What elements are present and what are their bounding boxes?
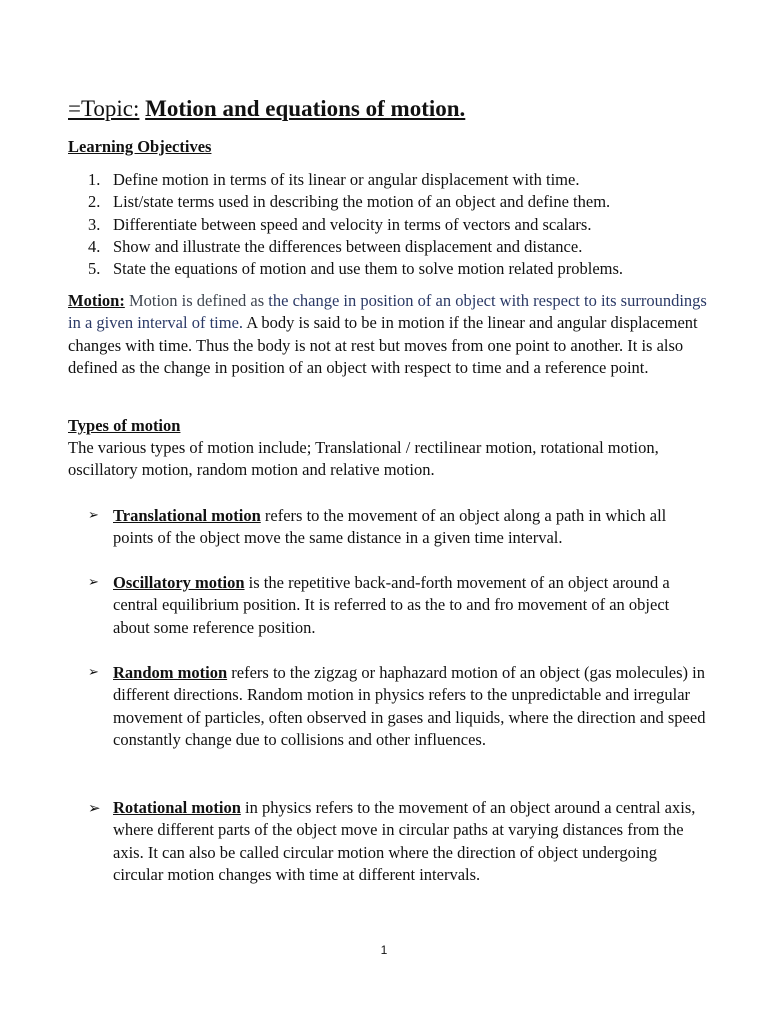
page-title <box>68 94 465 124</box>
arrow-bullet-icon: ➢ <box>88 508 99 523</box>
list-item-text: State the equations of motion and use them to solve motion related problems. <box>113 259 624 279</box>
list-item <box>68 236 623 258</box>
bullet-oscillatory-motion <box>88 572 708 639</box>
list-item <box>68 169 623 191</box>
bullet-text: refers to the movement of an object along a path in which all points of the object move the same distance in a given time interval. <box>113 506 667 548</box>
motion-definition-intro: Motion is defined as <box>128 291 265 310</box>
list-item-text: List/state terms used in describing the motion of an object and define them. <box>113 192 611 212</box>
list-item-number: 5. <box>88 259 101 279</box>
bullet-term: Rotational motion <box>113 798 241 817</box>
learning-objectives-list <box>68 169 623 280</box>
arrow-bullet-icon: ➢ <box>88 799 101 817</box>
motion-definition-rest: A body is said to be in motion if the linear and angular displacement changes with time. Thus the body is not at rest but moves from one point to another. It is also defined as the change in position of an object with respect to time and a reference point. <box>68 313 698 377</box>
topic-title: Motion and equations of motion. <box>145 96 466 121</box>
bullet-text: in physics refers to the movement of an object around a central axis, where different parts of the object move in circular paths at varying distances from the axis. It can also be called circular motion where the direction of object undergoing circular motion changes with time at different intervals. <box>113 798 696 884</box>
learning-objectives-heading: Learning Objectives <box>68 137 212 156</box>
motion-label: Motion: <box>68 291 125 310</box>
bullet-translational-motion <box>88 505 708 550</box>
page-number: 1 <box>380 943 388 957</box>
bullet-random-motion <box>88 662 708 751</box>
list-item-text: Differentiate between speed and velocity in terms of vectors and scalars. <box>113 214 592 234</box>
bullet-term: Translational motion <box>113 506 261 525</box>
arrow-bullet-icon: ➢ <box>88 575 99 590</box>
motion-definition-highlight: the change in position of an object with respect to its surroundings in a given interval of time. <box>68 291 707 333</box>
list-item-number: 3. <box>88 214 101 234</box>
types-of-motion-heading: Types of motion <box>68 416 181 435</box>
arrow-bullet-icon: ➢ <box>88 665 99 680</box>
bullet-text: refers to the zigzag or haphazard motion of an object (gas molecules) in different directions. Random motion in physics refers to the unpredictable and irregular movement of particles, often observed in gases and liquids, where the direction and speed constantly change due to collisions and other influences. <box>113 663 706 749</box>
motion-definition-paragraph <box>68 290 708 379</box>
bullet-term: Oscillatory motion <box>113 573 245 592</box>
list-item <box>68 191 623 213</box>
list-item-number: 1. <box>88 170 101 189</box>
list-item <box>68 258 623 280</box>
list-item-number: 2. <box>88 192 101 212</box>
bullet-rotational-motion <box>88 797 708 886</box>
types-of-motion-intro: The various types of motion include; Translational / rectilinear motion, rotational motion, oscillatory motion, random motion and relative motion. <box>68 438 659 480</box>
list-item <box>68 214 623 236</box>
bullet-term: Random motion <box>113 663 228 682</box>
bullet-text: is the repetitive back-and-forth movement of an object around a central equilibrium position. It is referred to as the to and fro movement of an object about some reference position. <box>113 573 670 637</box>
list-item-number: 4. <box>88 236 101 256</box>
topic-label: =Topic: <box>68 96 140 121</box>
list-item-text: Define motion in terms of its linear or angular displacement with time. <box>113 170 580 189</box>
list-item-text: Show and illustrate the differences between displacement and distance. <box>113 236 583 256</box>
